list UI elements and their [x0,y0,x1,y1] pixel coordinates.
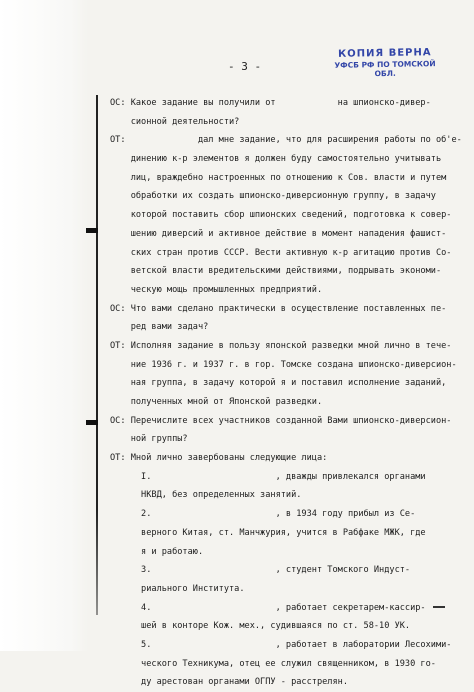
binding-hole-mark [86,420,98,425]
text-line: риального Института. [110,583,245,594]
text-line: 5. , работает в лаборатории Лесохими- [110,639,452,650]
text-line: ветской власти вредительскими действиями, подрывать экономи- [110,266,442,277]
interrogation-text [110,94,462,692]
text-line: обработки их создать шпионско-диверсионную группу, в задачу [110,191,436,202]
text-line: 2. , в 1934 году прибыл из Се- [110,509,416,520]
text-line: ческую мощь промышленных предприятий. [110,284,323,295]
text-line: верного Китая, ст. Манчжурия, учится в Рабфаке МЖК, где [110,527,426,538]
binding-margin [0,0,88,651]
text-line: I. , дважды привлекался органами [110,471,426,482]
text-line: шению диверсий и активное действие в момент нападения фашист- [110,228,447,239]
text-line: ная группа, в задачу которой я и поставил исполнение заданий, [110,378,447,389]
text-line: ной группы? [110,434,188,445]
text-line: шей в конторе Кож. мех., судившаяся по ст. 58-10 УК. [110,621,411,632]
text-line: ОТ: дал мне задание, что для расширения работы по об'е- [110,135,462,146]
text-line: ние 1936 г. и 1937 г. в гор. Томске создана шпионско-диверсион- [110,359,457,370]
text-line: ОТ: Мной лично завербованы следующие лица: [110,453,328,464]
text-line: полученных мной от Японской разведки. [110,397,323,407]
text-line: лиц, враждебно настроенных по отношению к Сов. власти и путем [110,172,447,183]
text-line: ческого Техникума, отец ее служил священником, в 1930 го- [110,658,436,669]
text-line: НКВД, без определенных занятий. [110,490,302,501]
edge-mark [433,606,445,608]
text-line: ОС: Что вами сделано практически в осуществление поставленных пе- [110,303,447,314]
binding-hole-mark [86,228,98,233]
text-line: 3. , студент Томского Индуст- [110,565,411,576]
copy-certified-stamp [330,47,441,79]
stamp-organization: УФСБ РФ ПО ТОМСКОЙ ОБЛ. [334,59,436,79]
text-line: ОТ: Исполняя задание в пользу японской разведки мной лично в тече- [110,340,452,351]
left-margin-rule [96,95,98,615]
text-line: я и работаю. [110,546,204,557]
text-line: динению к-р элементов я должен буду самостоятельно учитывать [110,154,442,165]
text-line: которой поставить сбор шпионских сведений, подготовка к совер- [110,210,452,221]
text-line: ду арестован органами ОГПУ - расстрелян. [110,677,348,688]
text-line: ОС: Какое задание вы получили от на шпионско-дивер- [110,98,431,108]
text-line: ред вами задач? [110,322,209,333]
text-line: 4. , работает секретарем-кассир- [110,602,426,613]
text-line: ОС: Перечислите всех участников созданной Вами шпионско-диверсион- [110,415,452,426]
text-line: ских стран против СССР. Вести активную к-р агитацию против Со- [110,247,452,258]
page-number: - 3 - [228,60,262,73]
text-line: сионной деятельности? [110,116,240,127]
stamp-title: КОПИЯ ВЕРНА [337,47,432,60]
